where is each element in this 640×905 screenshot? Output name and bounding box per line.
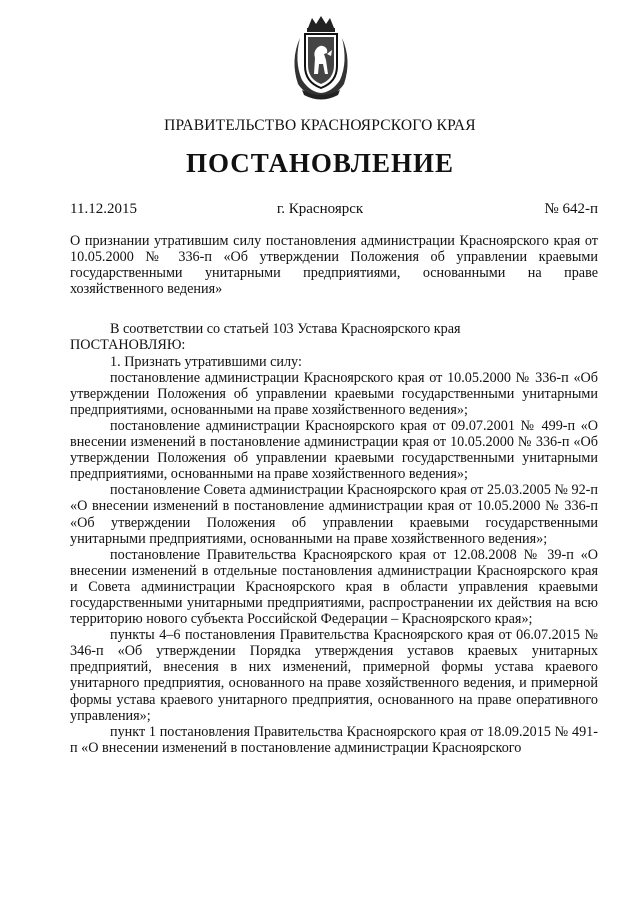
paragraph: постановление Совета администрации Красноярского края от 25.03.2005 № 92-п «О внесении изменений в постановление администрации края от 10.05.2000 № 336-п «Об утверждении Положения об управлении краевыми государственными унитарными предприятиями, основанными на праве хозяйственного ведения»; bbox=[70, 482, 598, 547]
paragraph: постановление администрации Красноярского края от 09.07.2001 № 499-п «О внесении изменений в постановление администрации края от 10.05.2000 № 336-п «Об утверждении Положения об управлении краевыми государственными унитарными предприятиями, основанными на праве хозяйственного ведения»; bbox=[70, 417, 598, 483]
document-title: О признании утратившим силу постановления администрации Красноярского края от 10.05.2000 № 336-п «Об утверждении Положения об управлении краевыми государственными унитарными предприятиями, основанными на праве хозяйственного ведения» bbox=[70, 233, 598, 298]
coat-of-arms-emblem bbox=[288, 14, 354, 100]
decree-word: ПОСТАНОВЛЯЮ: bbox=[70, 337, 186, 354]
document-city: г. Красноярск bbox=[276, 201, 364, 217]
paragraph: пункты 4–6 постановления Правительства Красноярского края от 06.07.2015 № 346-п «Об утверждении Порядка утверждения уставов краевых унитарных предприятий, внесения в них изменений, примерной формы устава краевого унитарного предприятия, основанного на праве хозяйственного ведения, и примерной формы устава краевого унитарного предприятия, основанного на праве оперативного управления»; bbox=[70, 627, 598, 724]
paragraph: 1. Признать утратившими силу: bbox=[110, 353, 302, 370]
paragraph: постановление Правительства Красноярского края от 12.08.2008 № 39-п «О внесении изменений в отдельные постановления администрации Красноярского края и Совета администрации Красноярского края в области управления краевыми государственными унитарными предприятиями, распространении их действия на всю территорию нового субъекта Российской Федерации – Красноярского края»; bbox=[70, 546, 598, 628]
document-number: № 642-п bbox=[544, 201, 598, 217]
coat-of-arms-icon bbox=[288, 14, 354, 100]
spacer bbox=[70, 297, 598, 321]
paragraph: пункт 1 постановления Правительства Красноярского края от 18.09.2015 № 491-п «О внесении изменений в постановление администрации Красноярского bbox=[70, 723, 598, 756]
document-date: 11.12.2015 bbox=[70, 201, 137, 217]
document-body bbox=[70, 233, 598, 756]
organization-name: ПРАВИТЕЛЬСТВО КРАСНОЯРСКОГО КРАЯ bbox=[164, 117, 476, 134]
preamble: В соответствии со статьей 103 Устава Красноярского края bbox=[110, 321, 461, 338]
document-type: ПОСТАНОВЛЕНИЕ bbox=[185, 148, 455, 178]
paragraph: постановление администрации Красноярского края от 10.05.2000 № 336-п «Об утверждении Положения об управлении краевыми государственными унитарными предприятиями, основанными на праве хозяйственного ведения»; bbox=[70, 369, 598, 418]
